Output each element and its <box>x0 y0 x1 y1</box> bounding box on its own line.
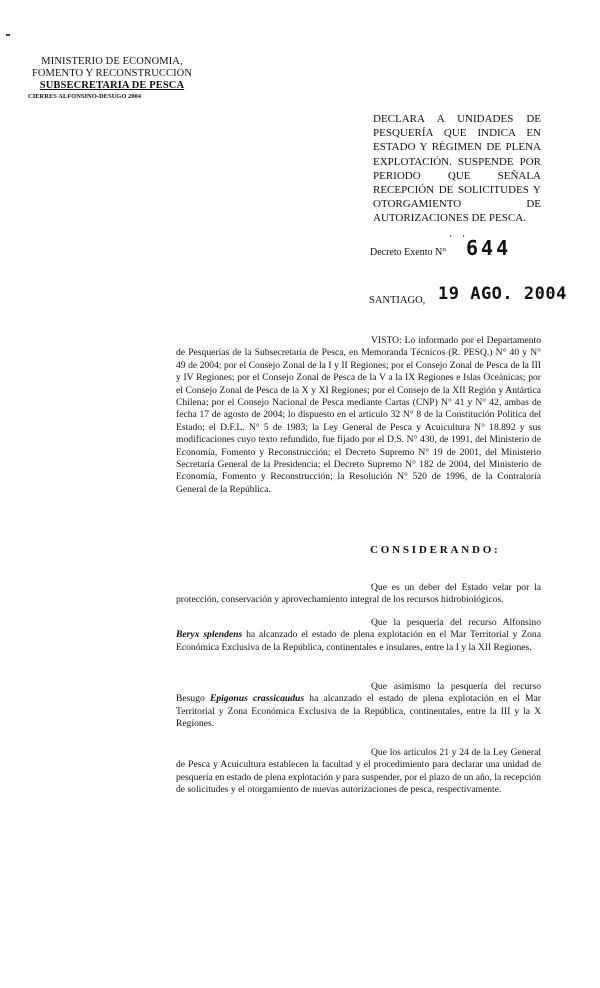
summary-line: RECEPCIÓN DE SOLICITUDES Y <box>373 184 541 197</box>
summary-line: EXPLOTACIÓN. SUSPENDE POR <box>373 155 541 168</box>
place: SANTIAGO, <box>369 295 426 306</box>
c3-text-after: ha alcanzado el estado de plena explotación en el Mar Territorial y Zona Económica Exclusiva de la República, continentales, entre la III y la X Regiones. <box>176 693 541 730</box>
considerando-paragraph-4: Que los artículos 21 y 24 de la Ley General de Pesca y Acuicultura establecen la facultad y el procedimiento para declarar una unidad de pesquería en estado de plena explotación y para suspender, por el plazo de un año, la recepción de solicitudes y el otorgamiento de nuevas autorizaciones de pesca, respectivamente. <box>176 747 541 796</box>
summary-line: OTORGAMIENTO DE <box>373 198 541 211</box>
summary-line: ESTADO Y RÉGIMEN DE PLENA <box>373 141 541 154</box>
decree-label: Decreto Exento N° <box>370 247 447 258</box>
ministry-line-1: MINISTERIO DE ECONOMIA, <box>41 56 183 67</box>
ministry-line-2: FOMENTO Y RECONSTRUCCION <box>31 68 193 79</box>
considerando-paragraph-2 <box>176 617 541 654</box>
species-name-besugo: Epigonus crassicaudus <box>209 693 305 705</box>
considerando-heading: CONSIDERANDO: <box>370 544 501 556</box>
decree-summary <box>373 112 541 226</box>
ministry-header <box>28 56 196 101</box>
decree-number-value: 644 <box>466 236 512 260</box>
reference-line: CIERRES ALFONSINO-DESUGO 2004 <box>28 93 142 100</box>
species-name-alfonsino: Beryx splendens <box>176 629 243 641</box>
visto-paragraph: VISTO: Lo informado por el Departamento de Pesquerías de la Subsecretaría de Pesca, en Memoranda Técnicos (R. PESQ.) N° 40 y N° 49 de 2004; por el Consejo Zonal de la I y II Regiones; por el Consejo Zonal de Pesca de la III y IV Regiones; por el Consejo Zonal de Pesca de la V a la IX Regiones e Islas Oceánicas; por el Consejo Zonal de Pesca de la X y XI Regiones; por el Consejo de la XII Región y Antártica Chilena; por el Consejo Nacional de Pesca mediante Cartas (CNP) N° 41 y N° 42, ambas de fecha 17 de agosto de 2004; lo dispuesto en el artículo 32 N° 8 de la Constitución Política del Estado; el D.F.L. N° 5 de 1983; la Ley General de Pesca y Acuicultura N° 18.892 y sus modificaciones cuyo texto refundido, fue fijado por el D.S. N° 430, de 1991, del Ministerio de Economía, Fomento y Reconstrucción; el Decreto Supremo N° 19 de 2001, del Ministerio Secretaría General de la Presidencia; el Decreto Supremo N° 182 de 2004, del Ministerio de Economía, Fomento y Reconstrucción; la Resolución N° 520 de 1996, de la Contraloría General de la República. <box>176 335 541 495</box>
scan-mark <box>6 34 10 36</box>
considerando-paragraph-1: Que es un deber del Estado velar por la protección, conservación y aprovechamiento integral de los recursos hidrobiológicos. <box>176 582 541 606</box>
summary-line: DECLARA A UNIDADES DE <box>373 113 541 125</box>
considerando-paragraph-3 <box>176 681 541 731</box>
summary-line: PESQUERÍA QUE INDICA EN <box>373 127 541 140</box>
ministry-line-3: SUBSECRETARIA DE PESCA <box>39 80 185 91</box>
c2-text-after: ha alcanzado el estado de plena explotación en el Mar Territorial y Zona Económica Exclusiva de la República, continentales e insulares, entre la I y la XII Regiones. <box>176 629 541 653</box>
c3-text-before: Que asimismo la pesquería del recurso Besugo <box>176 681 541 705</box>
c2-text-before: Que la pesquería del recurso Alfonsino <box>371 617 541 628</box>
summary-line: AUTORIZACIONES DE PESCA. <box>373 212 526 225</box>
date-stamp: 19 AGO. 2004 <box>438 284 567 304</box>
decoration-dots: · · <box>448 232 468 242</box>
summary-line: PERIODO QUE SEÑALA <box>373 169 541 182</box>
decree-number <box>448 232 512 260</box>
